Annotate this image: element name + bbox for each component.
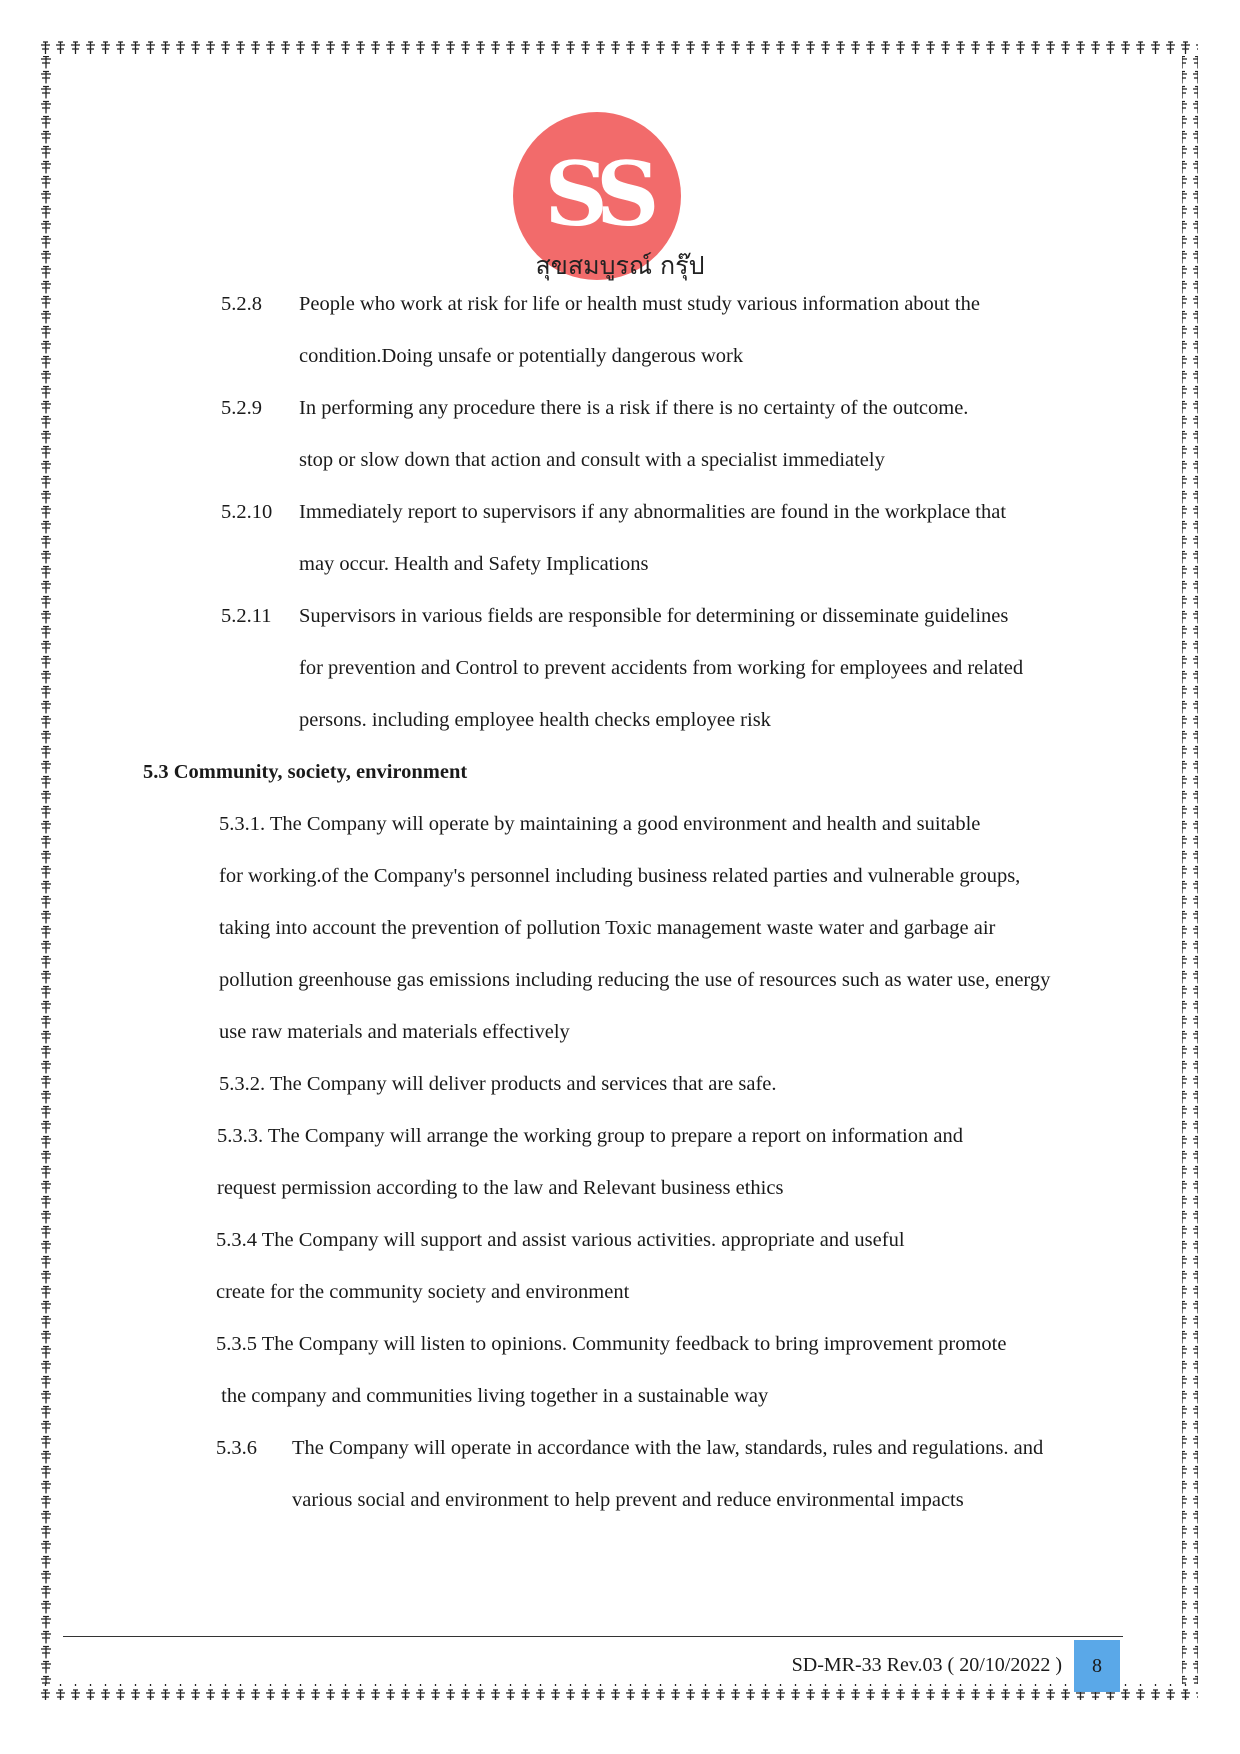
item-text: for prevention and Control to prevent accidents from working for employees and related bbox=[299, 657, 1024, 679]
paragraph-line: 5.3.4 The Company will support and assist various activities. appropriate and useful bbox=[216, 1229, 905, 1251]
item-text: In performing any procedure there is a risk if there is no certainty of the outcome. bbox=[299, 397, 969, 419]
footer-rule bbox=[63, 1636, 1123, 1637]
item-number: 5.2.10 bbox=[221, 501, 273, 523]
paragraph-line: use raw materials and materials effectively bbox=[219, 1021, 570, 1043]
paragraph-line: 5.3.1. The Company will operate by maintaining a good environment and health and suitable bbox=[219, 813, 981, 835]
item-text: may occur. Health and Safety Implications bbox=[299, 553, 649, 575]
item-text: People who work at risk for life or health must study various information about the bbox=[299, 293, 980, 315]
svg-text:SS: SS bbox=[544, 142, 650, 246]
item-number: 5.2.8 bbox=[221, 293, 262, 315]
paragraph-line: the company and communities living together in a sustainable way bbox=[216, 1385, 769, 1407]
paragraph-line: 5.3.3. The Company will arrange the working group to prepare a report on information and bbox=[217, 1125, 963, 1147]
paragraph-line: create for the community society and environment bbox=[216, 1281, 630, 1303]
paragraph-line: for working.of the Company's personnel including business related parties and vulnerable groups, bbox=[219, 865, 1021, 887]
page-number: 8 bbox=[1092, 1654, 1102, 1677]
section-heading: 5.3 Community, society, environment bbox=[143, 761, 468, 783]
paragraph-line: pollution greenhouse gas emissions including reducing the use of resources such as water use, energy bbox=[219, 969, 1051, 991]
item-text: various social and environment to help prevent and reduce environmental impacts bbox=[292, 1489, 964, 1511]
item-text: The Company will operate in accordance with the law, standards, rules and regulations. and bbox=[292, 1437, 1044, 1459]
paragraph-line: taking into account the prevention of pollution Toxic management waste water and garbage air bbox=[219, 917, 996, 939]
paragraph-line: 5.3.2. The Company will deliver products and services that are safe. bbox=[219, 1073, 777, 1095]
item-text: condition.Doing unsafe or potentially dangerous work bbox=[299, 345, 744, 367]
item-text: persons. including employee health checks employee risk bbox=[299, 709, 771, 731]
document-code: SD-MR-33 Rev.03 ( 20/10/2022 ) bbox=[791, 1654, 1062, 1676]
item-number: 5.2.9 bbox=[221, 397, 262, 419]
item-text: Immediately report to supervisors if any abnormalities are found in the workplace that bbox=[299, 501, 1007, 523]
item-text: stop or slow down that action and consult with a specialist immediately bbox=[299, 449, 885, 471]
item-text: Supervisors in various fields are responsible for determining or disseminate guidelines bbox=[299, 605, 1009, 627]
item-number: 5.2.11 bbox=[221, 605, 272, 627]
paragraph-line: request permission according to the law and Relevant business ethics bbox=[217, 1177, 784, 1199]
page-number-badge bbox=[1074, 1640, 1120, 1692]
company-name: สุขสมบูรณ์ กรุ๊ป bbox=[535, 251, 705, 280]
paragraph-line: 5.3.5 The Company will listen to opinions. Community feedback to bring improvement promote bbox=[216, 1333, 1007, 1355]
item-number: 5.3.6 bbox=[216, 1437, 257, 1459]
